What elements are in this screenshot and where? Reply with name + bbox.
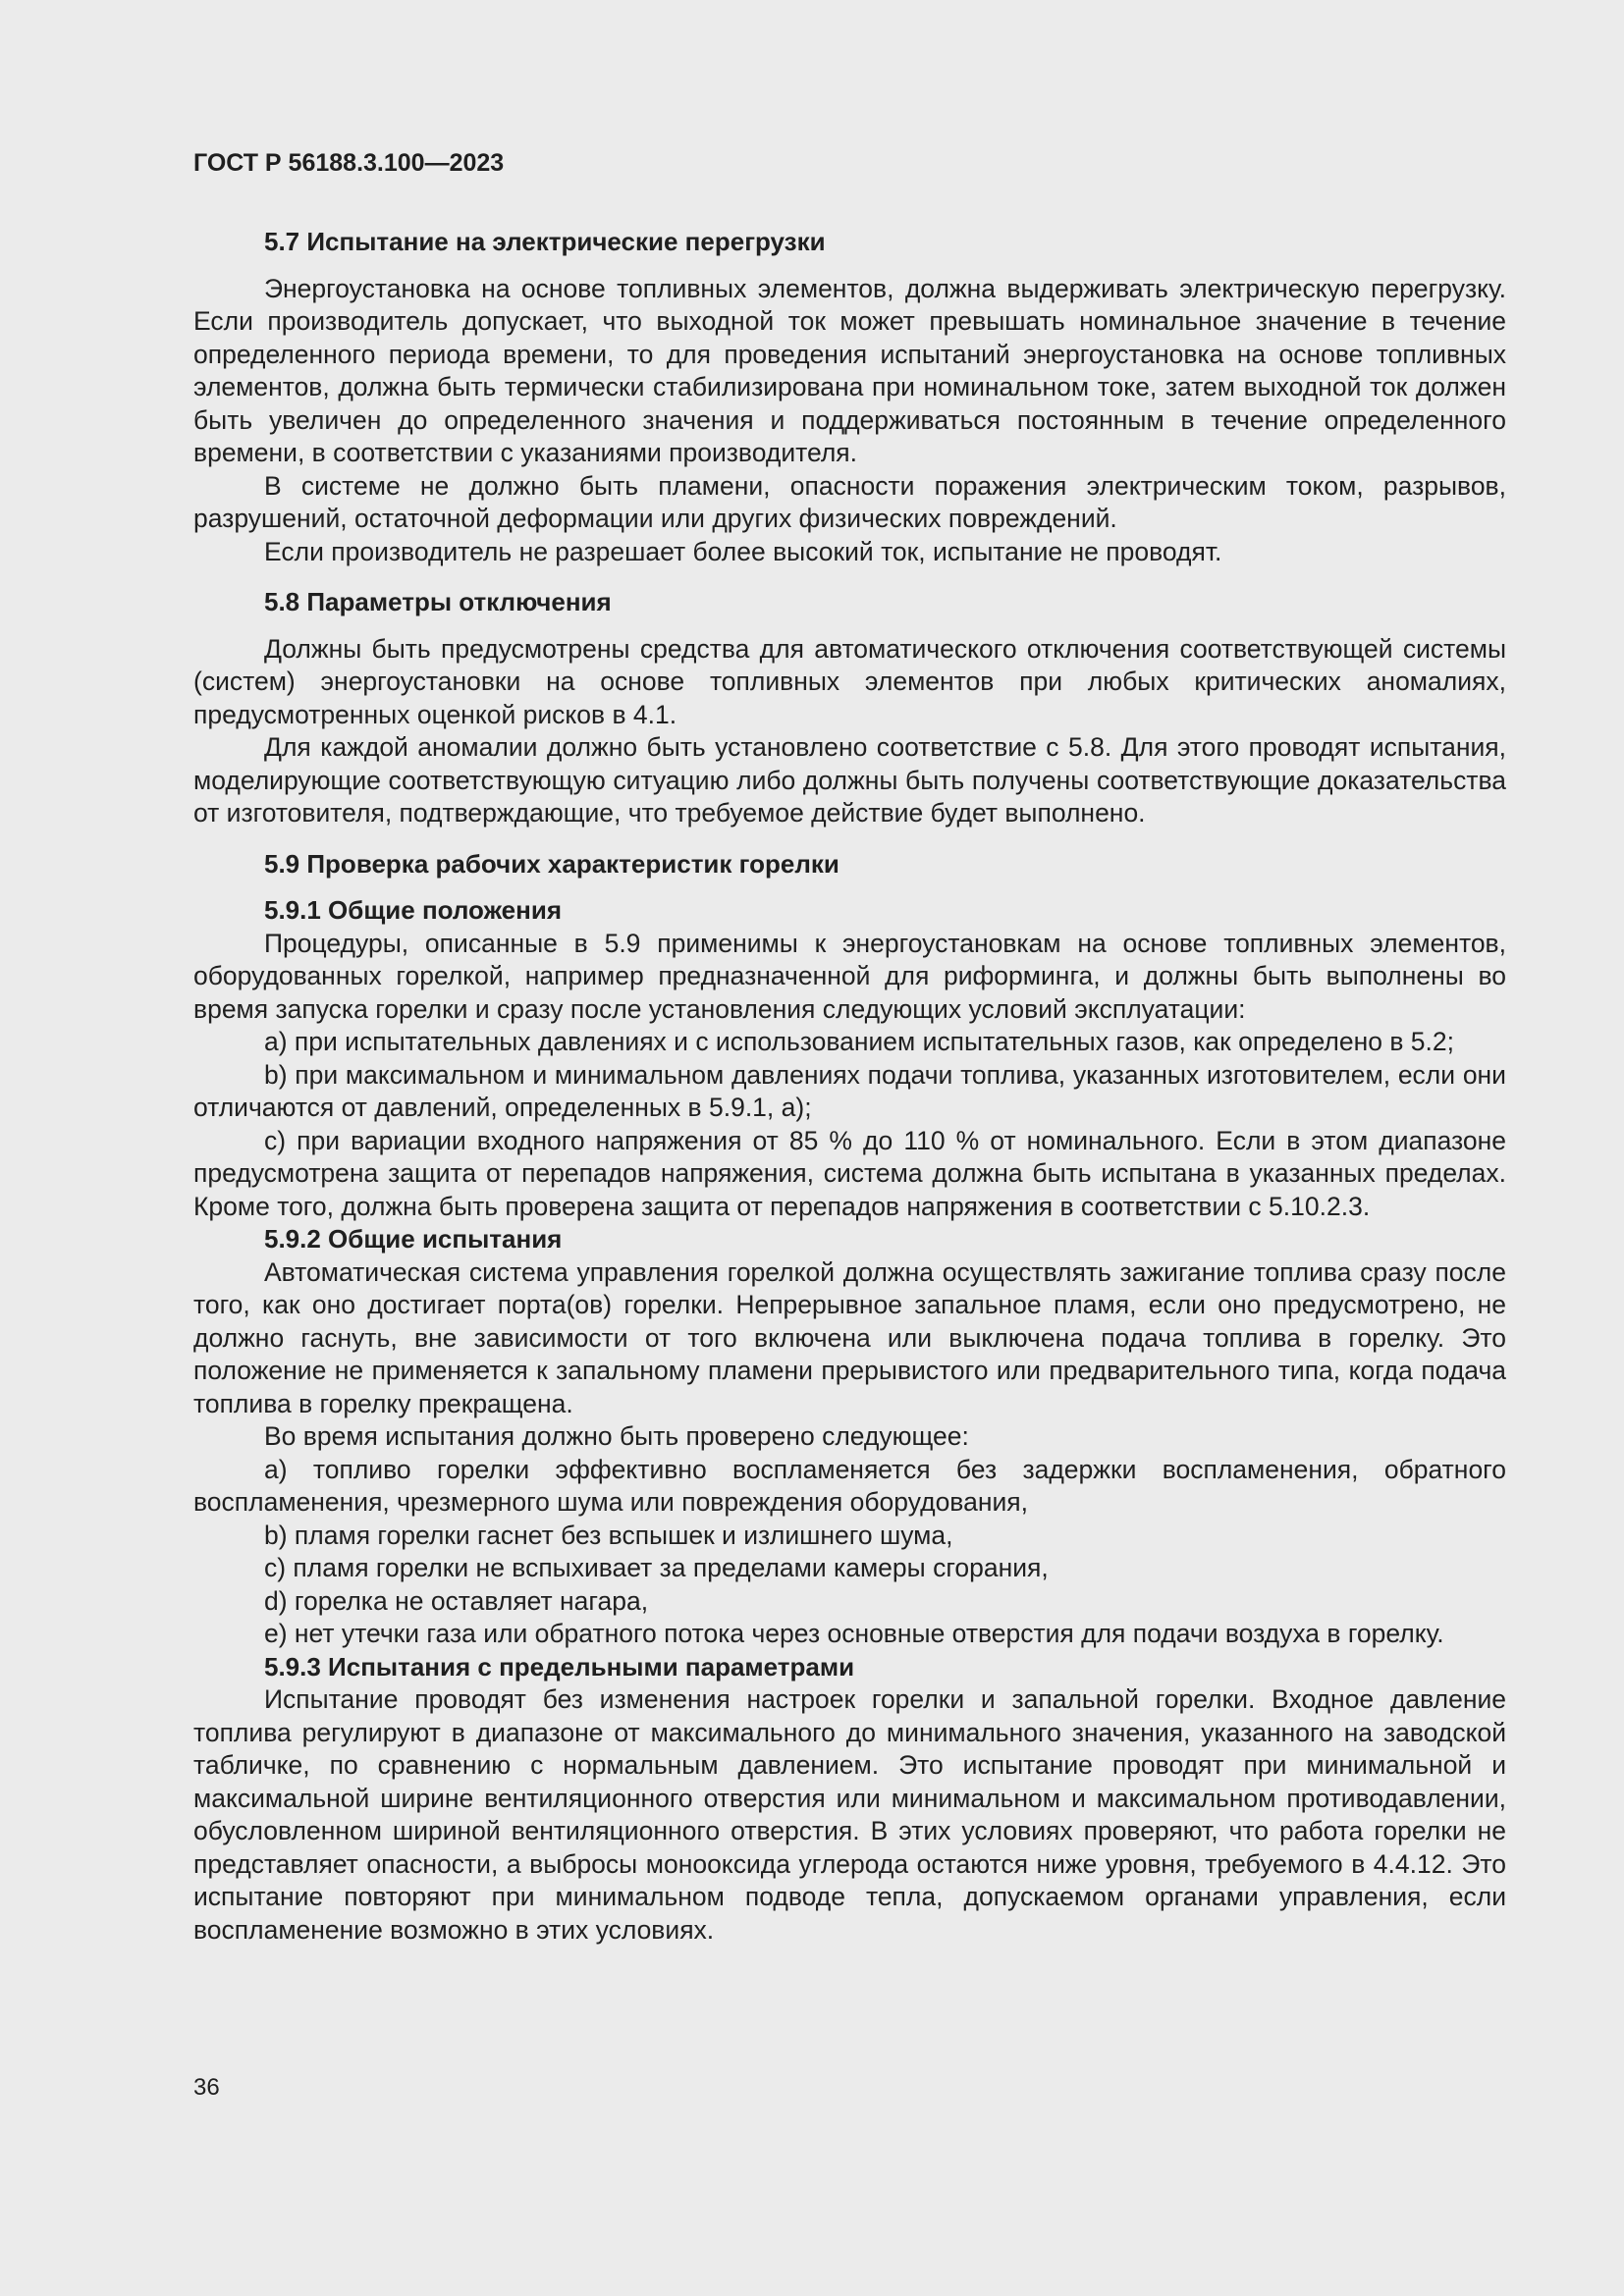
document-id-header: ГОСТ Р 56188.3.100—2023 bbox=[193, 149, 505, 177]
section-5-9-3-title: 5.9.3 Испытания с предельными параметрами bbox=[264, 1651, 855, 1682]
section-5-8-title: 5.8 Параметры отключения bbox=[264, 587, 612, 616]
section-5-9-2-title: 5.9.2 Общие испытания bbox=[264, 1224, 563, 1254]
section-5-9-2-item-b: b) пламя горелки гаснет без вспышек и излишнего шума, bbox=[264, 1520, 953, 1550]
section-5-9-title: 5.9 Проверка рабочих характеристик горелки bbox=[264, 848, 839, 879]
section-5-9-1-item-a: а) при испытательных давлениях и с использованием испытательных газов, как определено в 5.2; bbox=[264, 1027, 1454, 1056]
section-5-9-2-item-d: d) горелка не оставляет нагара, bbox=[264, 1585, 649, 1616]
section-5-9-2-item-c: с) пламя горелки не вспыхивает за пределами камеры сгорания, bbox=[264, 1553, 1049, 1582]
section-5-9-2-paragraph-1: Автоматическая система управления горелкой должна осуществлять зажигание топлива сразу после того, как оно достигает порта(ов) горелки. Непрерывное запальное пламя, если оно предусмотрено, не должно гаснуть, вне зависимости от того включена или выключена подача топлива в горелку. Это положение не применяется к запальному пламени прерывистого или предварительного типа, когда подача топлива в горелку прекращена. bbox=[193, 1256, 1506, 1418]
section-5-9-2-paragraph-2: Во время испытания должно быть проверено следующее: bbox=[264, 1421, 969, 1451]
section-5-7-paragraph-3: Если производитель не разрешает более высокий ток, испытание не проводят. bbox=[264, 536, 1222, 566]
section-5-9-3-paragraph-1: Испытание проводят без изменения настроек горелки и запальной горелки. Входное давление топлива регулируют в диапазоне от максимального до минимального значения, указанного на заводской табличке, по сравнению с нормальным давлением. Это испытание проводят при минимальной и максимальной ширине вентиляционного отверстия или минимальном и максимальном противодавлении, обусловленном шириной вентиляционного отверстия. В этих условиях проверяют, что работа горелки не представляет опасности, а выбросы монооксида углерода остаются ниже уровня, требуемого в 4.4.12. Это испытание повторяют при минимальном подводе тепла, допускаемом органами управления, если воспламенение возможно в этих условиях. bbox=[193, 1684, 1506, 1945]
section-5-7-paragraph-1: Энергоустановка на основе топливных элементов, должна выдерживать электрическую перегрузку. Если производитель допускает, что выходной ток может превышать номинальное значение в течение определенного периода времени, то для проведения испытаний энергоустановка на основе топливных элементов, должна быть термически стабилизирована при номинальном токе, затем выходной ток должен быть увеличен до определенного значения и поддерживаться постоянным в течение определенного времени, в соответствии с указаниями производителя. bbox=[193, 273, 1506, 467]
section-5-9-2-item-e: е) нет утечки газа или обратного потока через основные отверстия для подачи воздуха в горелку. bbox=[264, 1619, 1444, 1648]
section-5-9-1-title: 5.9.1 Общие положения bbox=[264, 895, 562, 925]
page-number: 36 bbox=[193, 2074, 220, 2101]
section-5-8-paragraph-2: Для каждой аномалии должно быть установлено соответствие с 5.8. Для этого проводят испытания, моделирующие соответствующую ситуацию либо должны быть получены соответствующие доказательства от изготовителя, подтверждающие, что требуемое действие будет выполнено. bbox=[193, 732, 1506, 828]
section-5-8-paragraph-1: Должны быть предусмотрены средства для автоматического отключения соответствующей системы (систем) энергоустановки на основе топливных элементов при любых критических аномалиях, предусмотренных оценкой рисков в 4.1. bbox=[193, 633, 1506, 729]
document-page bbox=[193, 147, 1506, 1947]
section-5-9-1-item-b: b) при максимальном и минимальном давлениях подачи топлива, указанных изготовителем, если они отличаются от давлений, определенных в 5.9.1, а); bbox=[193, 1059, 1506, 1122]
section-5-7-title: 5.7 Испытание на электрические перегрузки bbox=[264, 227, 826, 256]
section-5-9-1-item-c: с) при вариации входного напряжения от 85 % до 110 % от номинального. Если в этом диапазоне предусмотрена защита от перепадов напряжения, система должна быть испытана в указанных пределах. Кроме того, должна быть проверена защита от перепадов напряжения в соответствии с 5.10.2.3. bbox=[193, 1125, 1506, 1221]
section-5-9-1-paragraph-1: Процедуры, описанные в 5.9 применимы к энергоустановкам на основе топливных элементов, оборудованных горелкой, например предназначенной для риформинга, и должны быть выполнены во время запуска горелки и сразу после установления следующих условий эксплуатации: bbox=[193, 928, 1506, 1024]
section-5-7-paragraph-2: В системе не должно быть пламени, опасности поражения электрическим током, разрывов, разрушений, остаточной деформации или других физических повреждений. bbox=[193, 470, 1506, 533]
section-5-9-2-item-a: а) топливо горелки эффективно воспламеняется без задержки воспламенения, обратного воспламенения, чрезмерного шума или повреждения оборудования, bbox=[193, 1454, 1506, 1517]
